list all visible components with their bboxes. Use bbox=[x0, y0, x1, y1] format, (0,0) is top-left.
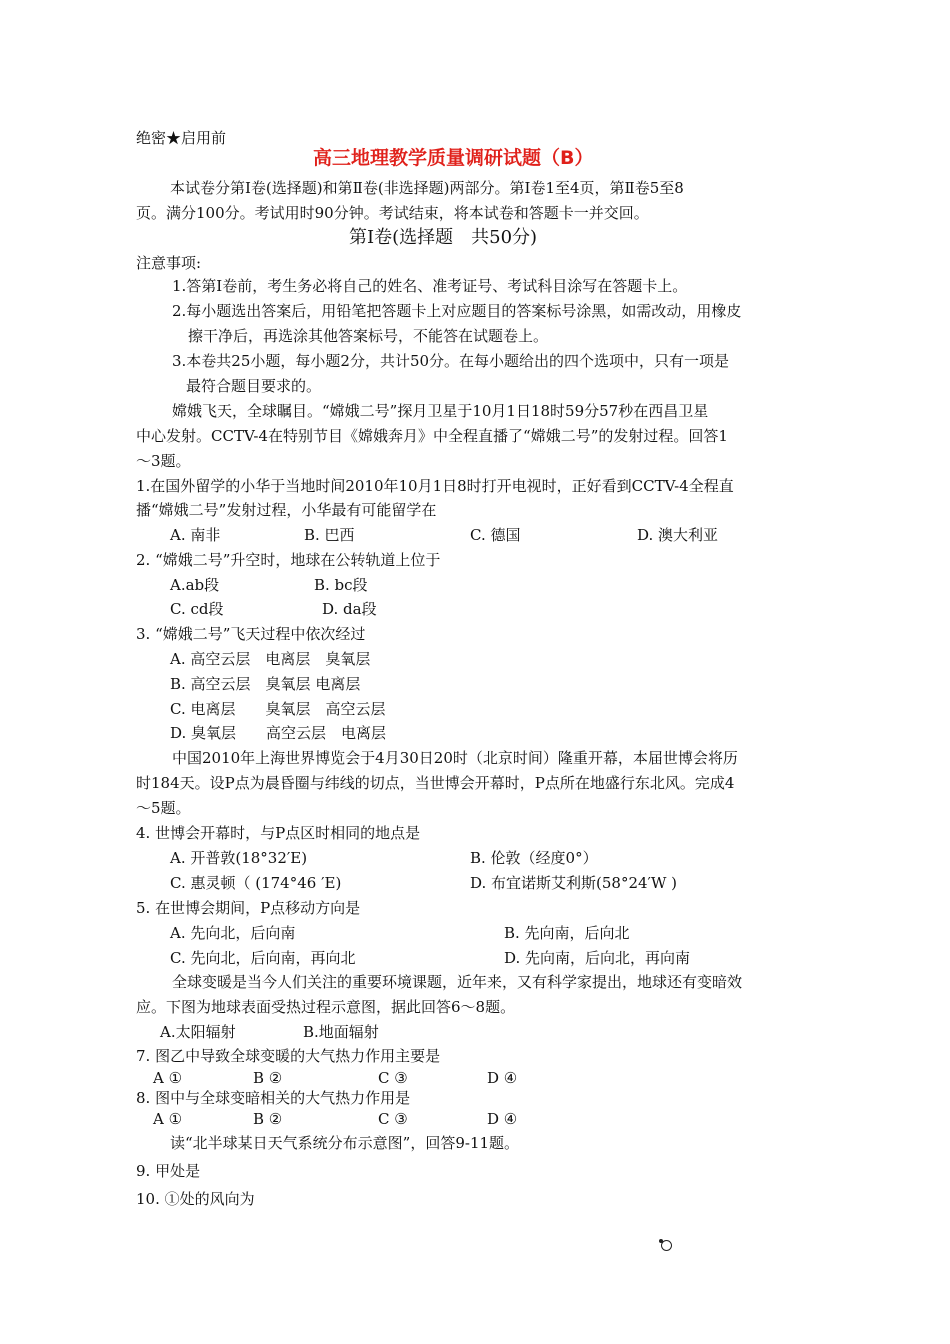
confidential-label: 绝密★启用前 bbox=[136, 129, 227, 147]
passage-2-line-1: 中国2010年上海世界博览会于4月30日20时（北京时间）隆重开幕，本届世博会将历 bbox=[172, 749, 738, 767]
passage-1-line-2: 中心发射。CCTV-4在特别节目《嫦娥奔月》中全程直播了“嫦娥二号”的发射过程。回答1 bbox=[136, 427, 728, 445]
passage-2-line-3: ～5题。 bbox=[136, 799, 191, 817]
passage-2-line-2: 时184天。设P点为晨昏圈与纬线的切点，当世博会开幕时，P点所在地盛行东北风。完成4 bbox=[136, 774, 735, 792]
q5-option-b: B. 先向南，后向北 bbox=[504, 924, 630, 942]
q8-option-b: B ② bbox=[253, 1110, 283, 1128]
q2-option-d: D. da段 bbox=[322, 600, 377, 618]
q8-option-a: A ① bbox=[153, 1110, 183, 1128]
note-1: 1.答第Ⅰ卷前，考生务必将自己的姓名、准考证号、考试科目涂写在答题卡上。 bbox=[172, 277, 688, 295]
note-2-line-2: 擦干净后，再选涂其他答案标号，不能答在试题卷上。 bbox=[188, 327, 549, 345]
q1-option-d: D. 澳大利亚 bbox=[637, 526, 719, 544]
passage-1-line-1: 嫦娥飞天，全球瞩目。“嫦娥二号”探月卫星于10月1日18时59分57秒在西昌卫星 bbox=[172, 402, 709, 420]
q8-option-d: D ④ bbox=[487, 1110, 518, 1128]
q7-option-a: A ① bbox=[153, 1069, 183, 1087]
q2-option-b: B. bc段 bbox=[314, 576, 368, 594]
passage-3-line-2: 应。下图为地球表面受热过程示意图，据此回答6～8题。 bbox=[136, 998, 516, 1016]
note-3-line-2: 最符合题目要求的。 bbox=[186, 377, 322, 395]
q4-option-c: C. 惠灵顿（ (174°46 ′E) bbox=[170, 874, 342, 892]
question-5-stem: 5. 在世博会期间，P点移动方向是 bbox=[136, 899, 361, 917]
q2-option-a: A.ab段 bbox=[170, 576, 220, 594]
question-3-stem: 3. “嫦娥二号”飞天过程中依次经过 bbox=[136, 625, 366, 643]
note-3-line-1: 3.本卷共25小题，每小题2分，共计50分。在每小题给出的四个选项中，只有一项是 bbox=[172, 352, 730, 370]
figure-label-b: B.地面辐射 bbox=[303, 1023, 379, 1041]
q5-option-a: A. 先向北，后向南 bbox=[170, 924, 296, 942]
q3-option-a: A. 高空云层 电离层 臭氧层 bbox=[170, 650, 371, 668]
q1-option-c: C. 德国 bbox=[470, 526, 521, 544]
q1-option-a: A. 南非 bbox=[170, 526, 221, 544]
q3-option-d: D. 臭氧层 高空云层 电离层 bbox=[170, 724, 387, 742]
passage-3-line-1: 全球变暖是当今人们关注的重要环境课题，近年来，又有科学家提出，地球还有变暗效 bbox=[172, 973, 743, 991]
question-9-stem: 9. 甲处是 bbox=[136, 1162, 201, 1180]
q7-option-c: C ③ bbox=[378, 1069, 408, 1087]
question-10-stem: 10. ①处的风向为 bbox=[136, 1190, 255, 1208]
q5-option-d: D. 先向南，后向北，再向南 bbox=[504, 949, 691, 967]
q4-option-d: D. 布宜诺斯艾利斯(58°24′W ) bbox=[470, 874, 677, 892]
intro-line-1: 本试卷分第Ⅰ卷(选择题)和第Ⅱ卷(非选择题)两部分。第Ⅰ卷1至4页，第Ⅱ卷5至8 bbox=[170, 179, 684, 197]
question-4-stem: 4. 世博会开幕时，与P点区时相同的地点是 bbox=[136, 824, 421, 842]
q3-option-b: B. 高空云层 臭氧层 电离层 bbox=[170, 675, 361, 693]
part-title: 第Ⅰ卷(选择题 共50分) bbox=[349, 227, 538, 248]
page-mark-icon bbox=[661, 1240, 672, 1251]
q8-option-c: C ③ bbox=[378, 1110, 408, 1128]
q7-option-d: D ④ bbox=[487, 1069, 518, 1087]
question-2-stem: 2. “嫦娥二号”升空时，地球在公转轨道上位于 bbox=[136, 551, 441, 569]
intro-line-2: 页。满分100分。考试用时90分钟。考试结束，将本试卷和答题卡一并交回。 bbox=[136, 204, 649, 222]
question-7-stem: 7. 图乙中导致全球变暖的大气热力作用主要是 bbox=[136, 1047, 441, 1065]
passage-4-line-1: 读“北半球某日天气系统分布示意图”，回答9-11题。 bbox=[170, 1134, 520, 1152]
figure-label-a: A.太阳辐射 bbox=[160, 1023, 236, 1041]
note-2-line-1: 2.每小题选出答案后，用铅笔把答题卡上对应题目的答案标号涂黑，如需改动，用橡皮 bbox=[172, 302, 742, 320]
q2-option-c: C. cd段 bbox=[170, 600, 224, 618]
q4-option-b: B. 伦敦（经度0°） bbox=[470, 849, 598, 867]
question-1-line-2: 播“嫦娥二号”发射过程，小华最有可能留学在 bbox=[136, 501, 437, 519]
question-1-line-1: 1.在国外留学的小华于当地时间2010年10月1日8时打开电视时，正好看到CCTV-4全程直 bbox=[136, 477, 734, 495]
question-8-stem: 8. 图中与全球变暗相关的大气热力作用是 bbox=[136, 1089, 411, 1107]
notes-heading: 注意事项: bbox=[136, 254, 202, 272]
q1-option-b: B. 巴西 bbox=[304, 526, 355, 544]
page-title: 高三地理教学质量调研试题（B） bbox=[313, 147, 594, 169]
q3-option-c: C. 电离层 臭氧层 高空云层 bbox=[170, 700, 386, 718]
q5-option-c: C. 先向北，后向南，再向北 bbox=[170, 949, 356, 967]
q7-option-b: B ② bbox=[253, 1069, 283, 1087]
passage-1-line-3: ～3题。 bbox=[136, 452, 191, 470]
q4-option-a: A. 开普敦(18°32′E) bbox=[170, 849, 308, 867]
